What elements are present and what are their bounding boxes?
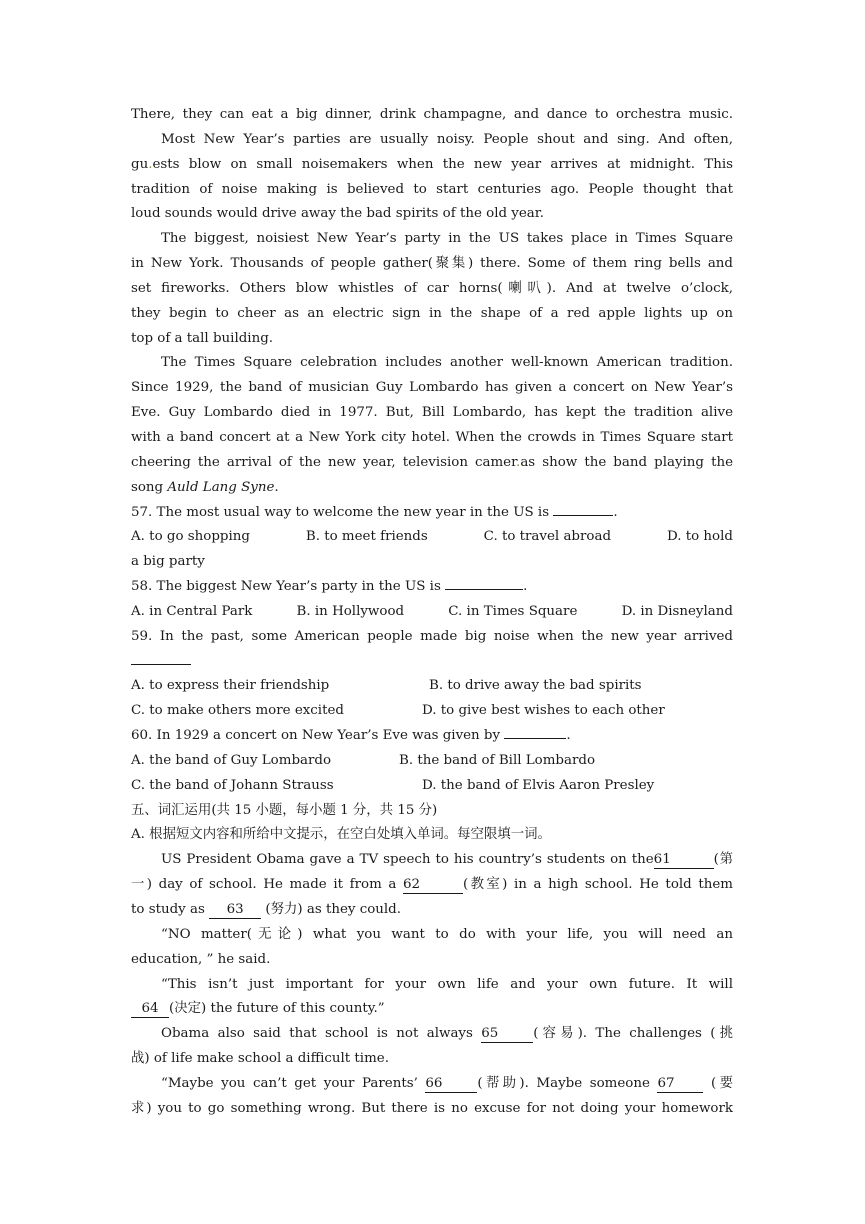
passage-line (131, 898, 733, 923)
section-heading: 五、词汇运用(共 15 小题，每小题 1 分，共 15 分) (131, 802, 438, 818)
text-fragment: (帮助). Maybe someone (477, 1075, 658, 1091)
answer-blank (131, 650, 191, 665)
option-c: C. the band of Johann Strauss (131, 777, 334, 793)
options-60-row2 (131, 774, 733, 799)
option-c: C. to make others more excited (131, 703, 344, 719)
answer-blank (553, 501, 613, 516)
options-59-row1 (131, 674, 733, 699)
text-column (131, 103, 733, 1122)
question-59-blank (131, 650, 733, 675)
blank-62: 62 (403, 877, 463, 894)
passage-line: The Times Square celebration includes another well-known American tradition. (161, 355, 733, 371)
passage-line: Eve. Guy Lombardo died in 1977. But, Bill Lombardo, has kept the tradition alive (131, 405, 733, 421)
option-c: C. in Times Square (448, 603, 578, 619)
option-a: A. the band of Guy Lombardo (131, 752, 332, 768)
passage-line: Since 1929, the band of musician Guy Lombardo has given a concert on New Year’s (131, 380, 733, 396)
blank-66: 66 (425, 1076, 477, 1093)
passage-line (131, 848, 733, 873)
option-d: D. in Disneyland (621, 603, 733, 619)
text-fragment: (决定) the future of this county.” (169, 1001, 385, 1017)
passage-line: tradition of noise making is believed to start centuries ago. People thought that (131, 181, 733, 197)
option-a: A. to express their friendship (131, 678, 330, 694)
options-60-row1 (131, 749, 733, 774)
text-fragment: (要 (703, 1075, 733, 1091)
passage-line: 求) you to go something wrong. But there is no excuse for not doing your homework (131, 1100, 733, 1116)
option-d: D. to hold (666, 529, 733, 545)
option-b: B. in Hollywood (296, 603, 405, 619)
question-end: . (566, 728, 571, 744)
passage-line: Most New Year’s parties are usually noisy. People shout and sing. And often, (161, 131, 733, 147)
passage-line: they begin to cheer as an electric sign in the shape of a red apple lights up on (131, 305, 733, 321)
stray-mark: . (516, 454, 521, 470)
option-b: B. the band of Bill Lombardo (399, 752, 596, 768)
passage-line: in New York. Thousands of people gather(聚集) there. Some of them ring bells and (131, 256, 733, 272)
text-fragment: to study as (131, 902, 210, 917)
stray-mark: . (148, 156, 153, 172)
options-59-row2 (131, 699, 733, 724)
question-end: . (613, 504, 618, 520)
text-fragment: . (274, 479, 279, 495)
option-d: D. to give best wishes to each other (422, 703, 665, 719)
text-fragment: gu (131, 156, 149, 172)
options-57 (131, 525, 733, 550)
text-fragment: US President Obama gave a TV speech to his country’s students on the (161, 852, 654, 868)
passage-line: set fireworks. Others blow whistles of car horns(喇叭). And at twelve o’clock, (131, 280, 733, 296)
text-fragment: ests blow on small noisemakers when the new year arrives at midnight. This (152, 156, 733, 172)
option-a: A. in Central Park (131, 603, 253, 619)
answer-blank (445, 575, 523, 590)
passage-line: top of a tall building. (131, 330, 274, 346)
passage-line: The biggest, noisiest New Year’s party in the US takes place in Times Square (161, 231, 733, 247)
question-end: . (523, 579, 528, 595)
section-instruction: A. 根据短文内容和所给中文提示，在空白处填入单词。每空限填一词。 (131, 827, 551, 843)
text-fragment: 一) day of school. He made it from a (131, 877, 404, 893)
answer-blank (504, 724, 566, 739)
passage-line: “NO matter(无论) what you want to do with your life, you will need an (161, 926, 733, 942)
passage-line: education, ” he said. (131, 951, 271, 967)
option-c: C. to travel abroad (483, 529, 612, 545)
passage-line (131, 476, 733, 501)
question-57 (131, 501, 733, 526)
question-60 (131, 724, 733, 749)
passage-line (131, 873, 733, 898)
blank-63: 63 (209, 902, 261, 919)
passage-line (131, 1022, 733, 1047)
passage-line: “This isn’t just important for your own life and your own future. It will (161, 976, 733, 992)
passage-line: with a band concert at a New York city hotel. When the crowds in Times Square start (131, 429, 733, 445)
passage-line: There, they can eat a big dinner, drink champagne, and dance to orchestra music. (131, 107, 733, 122)
passage-line (131, 1072, 733, 1097)
options-58 (131, 600, 733, 625)
question-text: 57. The most usual way to welcome the new year in the US is (131, 504, 550, 520)
text-fragment: Obama also said that school is not always (161, 1026, 482, 1042)
passage-line: loud sounds would drive away the bad spirits of the old year. (131, 206, 544, 222)
blank-67: 67 (657, 1076, 703, 1093)
option-a: A. to go shopping (131, 529, 250, 545)
text-fragment: (容易). The challenges (挑 (533, 1026, 733, 1042)
text-fragment: “Maybe you can’t get your Parents’ (161, 1075, 426, 1091)
option-d: D. the band of Elvis Aaron Presley (422, 777, 655, 793)
question-text: 60. In 1929 a concert on New Year’s Eve was given by (131, 728, 501, 744)
passage-line (131, 451, 733, 476)
text-fragment: as show the band playing the (520, 454, 733, 470)
passage-line (131, 997, 733, 1022)
option-d-continued: a big party (131, 554, 205, 570)
option-b: B. to meet friends (305, 529, 428, 545)
text-fragment: cheering the arrival of the new year, television camer (131, 454, 517, 470)
text-fragment: (努力) as they could. (261, 902, 401, 917)
blank-61: 61 (654, 852, 714, 869)
question-text: 58. The biggest New Year’s party in the US is (131, 579, 441, 595)
text-fragment: (教室) in a high school. He told them (463, 877, 733, 893)
passage-line: 战) of life make school a difficult time. (131, 1051, 389, 1067)
blank-64: 64 (131, 1001, 169, 1018)
blank-65: 65 (481, 1026, 533, 1043)
question-58 (131, 575, 733, 600)
song-title: Auld Lang Syne (167, 479, 275, 495)
text-fragment: (第 (713, 852, 733, 868)
option-b: B. to drive away the bad spirits (429, 678, 642, 694)
text-fragment: song (131, 479, 168, 495)
passage-line (131, 153, 733, 178)
question-59: 59. In the past, some American people made big noise when the new year arrived (131, 628, 733, 644)
